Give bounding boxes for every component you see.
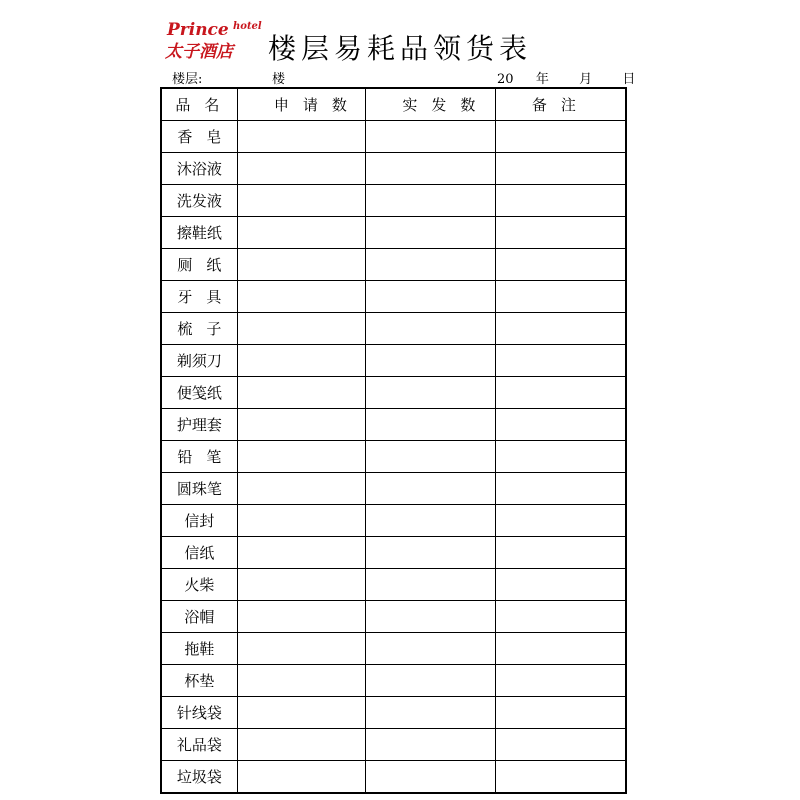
- remarks-cell[interactable]: [495, 377, 626, 409]
- item-name-cell: [161, 761, 237, 794]
- floor-unit: 楼: [272, 72, 286, 87]
- table-row: [161, 409, 626, 441]
- remarks-cell[interactable]: [495, 761, 626, 794]
- table-row: [161, 473, 626, 505]
- item-name: 拖鞋: [184, 640, 215, 658]
- item-name-cell: [161, 601, 237, 633]
- table-row: [161, 121, 626, 153]
- item-name-cell: [161, 217, 237, 249]
- requested-qty-cell[interactable]: [237, 761, 366, 794]
- remarks-cell[interactable]: [495, 537, 626, 569]
- table-header-row: [161, 88, 626, 121]
- issued-qty-cell[interactable]: [366, 537, 496, 569]
- item-name: 沐浴液: [176, 160, 222, 178]
- requested-qty-cell[interactable]: [237, 281, 366, 313]
- item-name: 针线袋: [176, 704, 222, 722]
- issued-qty-cell[interactable]: [366, 697, 496, 729]
- item-name: 信封: [184, 512, 215, 530]
- issued-qty-cell[interactable]: [366, 281, 496, 313]
- issued-qty-cell[interactable]: [366, 409, 496, 441]
- requested-qty-cell[interactable]: [237, 697, 366, 729]
- item-name-cell: [161, 249, 237, 281]
- item-name: 浴帽: [184, 608, 215, 626]
- table-row: [161, 537, 626, 569]
- item-name: 梳子: [177, 320, 236, 338]
- remarks-cell[interactable]: [495, 313, 626, 345]
- table-row: [161, 377, 626, 409]
- item-name: 杯垫: [184, 672, 215, 690]
- date-year-label: 年: [535, 72, 549, 87]
- requested-qty-cell[interactable]: [237, 441, 366, 473]
- logo-english-text: Prince: [167, 20, 229, 40]
- remarks-cell[interactable]: [495, 473, 626, 505]
- item-name-cell: [161, 473, 237, 505]
- header-item-name: 品名: [161, 88, 237, 121]
- item-name: 铅笔: [177, 448, 236, 466]
- remarks-cell[interactable]: [495, 345, 626, 377]
- issued-qty-cell[interactable]: [366, 185, 496, 217]
- remarks-cell[interactable]: [495, 153, 626, 185]
- requested-qty-cell[interactable]: [237, 249, 366, 281]
- table-row: [161, 185, 626, 217]
- item-name-cell: [161, 409, 237, 441]
- issued-qty-cell[interactable]: [366, 121, 496, 153]
- requisition-table: [160, 87, 627, 794]
- issued-qty-cell[interactable]: [366, 377, 496, 409]
- remarks-cell[interactable]: [495, 441, 626, 473]
- item-name: 礼品袋: [176, 736, 222, 754]
- issued-qty-cell[interactable]: [366, 601, 496, 633]
- logo-hotel-text: hotel: [233, 21, 262, 32]
- remarks-cell[interactable]: [495, 121, 626, 153]
- table-row: [161, 697, 626, 729]
- issued-qty-cell[interactable]: [366, 505, 496, 537]
- item-name: 剃须刀: [176, 352, 222, 370]
- table-row: [161, 441, 626, 473]
- requested-qty-cell[interactable]: [237, 313, 366, 345]
- table-row: [161, 345, 626, 377]
- item-name-cell: [161, 441, 237, 473]
- remarks-cell[interactable]: [495, 409, 626, 441]
- item-name: 牙具: [177, 288, 236, 306]
- item-name-cell: [161, 185, 237, 217]
- requested-qty-cell[interactable]: [237, 569, 366, 601]
- item-name-cell: [161, 281, 237, 313]
- remarks-cell[interactable]: [495, 505, 626, 537]
- issued-qty-cell[interactable]: [366, 473, 496, 505]
- item-name: 香皂: [177, 128, 236, 146]
- issued-qty-cell[interactable]: [366, 569, 496, 601]
- requested-qty-cell[interactable]: [237, 665, 366, 697]
- table-row: [161, 601, 626, 633]
- header-remarks: 备注: [495, 88, 626, 121]
- remarks-cell[interactable]: [495, 665, 626, 697]
- remarks-cell[interactable]: [495, 729, 626, 761]
- requested-qty-cell[interactable]: [237, 729, 366, 761]
- table-row: [161, 153, 626, 185]
- issued-qty-cell[interactable]: [366, 441, 496, 473]
- requested-qty-cell[interactable]: [237, 633, 366, 665]
- issued-qty-cell[interactable]: [366, 633, 496, 665]
- item-name: 垃圾袋: [176, 768, 222, 786]
- requested-qty-cell[interactable]: [237, 505, 366, 537]
- item-name-cell: [161, 121, 237, 153]
- requested-qty-cell[interactable]: [237, 185, 366, 217]
- remarks-cell[interactable]: [495, 601, 626, 633]
- header-requested-qty: 申请数: [237, 88, 366, 121]
- table-row: [161, 505, 626, 537]
- item-name-cell: [161, 697, 237, 729]
- table-row: [161, 761, 626, 794]
- table-row: [161, 249, 626, 281]
- item-name-cell: [161, 537, 237, 569]
- requested-qty-cell[interactable]: [237, 537, 366, 569]
- item-name: 洗发液: [176, 192, 222, 210]
- item-name: 护理套: [176, 416, 222, 434]
- item-name: 擦鞋纸: [176, 224, 222, 242]
- requested-qty-cell[interactable]: [237, 153, 366, 185]
- item-name-cell: [161, 345, 237, 377]
- issued-qty-cell[interactable]: [366, 249, 496, 281]
- issued-qty-cell[interactable]: [366, 345, 496, 377]
- floor-label: 楼层:: [172, 72, 203, 87]
- requested-qty-cell[interactable]: [237, 473, 366, 505]
- issued-qty-cell[interactable]: [366, 729, 496, 761]
- table-row: [161, 281, 626, 313]
- item-name: 火柴: [184, 576, 215, 594]
- requested-qty-cell[interactable]: [237, 345, 366, 377]
- item-name: 信纸: [184, 544, 215, 562]
- issued-qty-cell[interactable]: [366, 761, 496, 794]
- remarks-cell[interactable]: [495, 697, 626, 729]
- issued-qty-cell[interactable]: [366, 313, 496, 345]
- issued-qty-cell[interactable]: [366, 153, 496, 185]
- item-name-cell: [161, 633, 237, 665]
- item-name: 厕纸: [177, 256, 236, 274]
- item-name: 便笺纸: [176, 384, 222, 402]
- date-day-label: 日: [622, 72, 636, 87]
- item-name-cell: [161, 153, 237, 185]
- item-name-cell: [161, 505, 237, 537]
- remarks-cell[interactable]: [495, 281, 626, 313]
- requested-qty-cell[interactable]: [237, 409, 366, 441]
- requested-qty-cell[interactable]: [237, 217, 366, 249]
- item-name: 圆珠笔: [176, 480, 222, 498]
- date-line: [497, 68, 635, 87]
- header-issued-qty: 实发数: [366, 88, 496, 121]
- table-row: [161, 313, 626, 345]
- remarks-cell[interactable]: [495, 185, 626, 217]
- requested-qty-cell[interactable]: [237, 601, 366, 633]
- requested-qty-cell[interactable]: [237, 121, 366, 153]
- date-month-label: 月: [579, 72, 593, 87]
- table-row: [161, 217, 626, 249]
- remarks-cell[interactable]: [495, 249, 626, 281]
- issued-qty-cell[interactable]: [366, 665, 496, 697]
- table-row: [161, 569, 626, 601]
- remarks-cell[interactable]: [495, 217, 626, 249]
- requested-qty-cell[interactable]: [237, 377, 366, 409]
- table-row: [161, 665, 626, 697]
- remarks-cell[interactable]: [495, 569, 626, 601]
- item-name-cell: [161, 377, 237, 409]
- item-name-cell: [161, 729, 237, 761]
- table-row: [161, 633, 626, 665]
- form-title: 楼层易耗品领货表: [268, 32, 533, 65]
- issued-qty-cell[interactable]: [366, 217, 496, 249]
- date-year-prefix: 20: [497, 72, 514, 87]
- remarks-cell[interactable]: [495, 633, 626, 665]
- item-name-cell: [161, 665, 237, 697]
- hotel-logo: [165, 20, 265, 60]
- logo-chinese-text: 太子酒店: [165, 42, 233, 62]
- item-name-cell: [161, 313, 237, 345]
- item-name-cell: [161, 569, 237, 601]
- table-row: [161, 729, 626, 761]
